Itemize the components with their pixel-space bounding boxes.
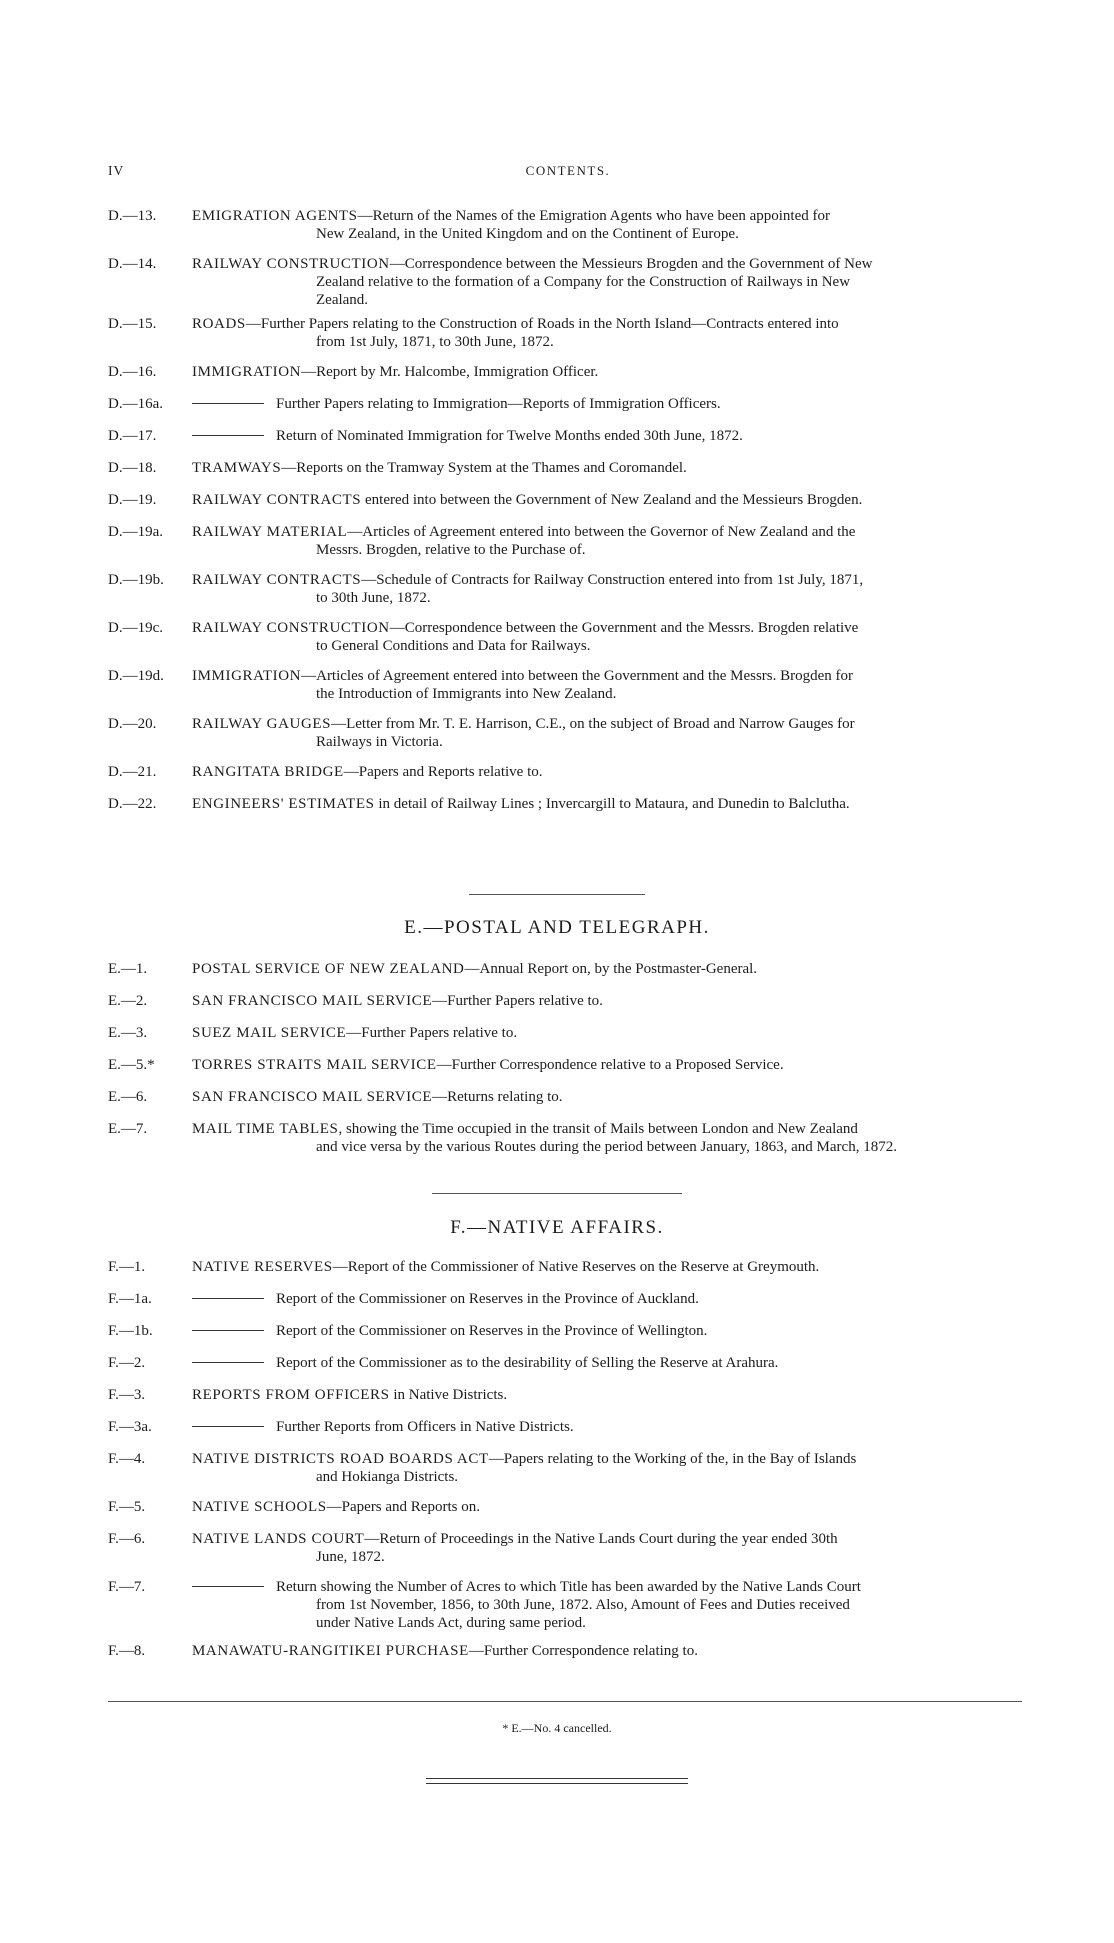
entry-code: F.—1b. [108, 1323, 153, 1339]
running-head [108, 163, 1028, 185]
page-number: IV [108, 163, 125, 178]
contents-entry [108, 1056, 1028, 1074]
entry-first-line [192, 667, 1028, 685]
contents-entry [108, 715, 1028, 751]
entry-first-line [192, 1024, 1028, 1042]
entry-title: RAILWAY CONTRACTS [192, 492, 362, 508]
entry-code: D.—16a. [108, 396, 163, 412]
ditto-rule [192, 1426, 264, 1427]
entry-code: D.—14. [108, 256, 157, 272]
entry-continuation: under Native Lands Act, during same period. [316, 1615, 586, 1631]
entry-code: D.—19b. [108, 572, 164, 588]
entry-continuation: from 1st July, 1871, to 30th June, 1872. [316, 334, 554, 350]
entry-first-line [192, 1450, 1028, 1468]
entry-title: SAN FRANCISCO MAIL SERVICE [192, 993, 433, 1009]
entry-body [192, 667, 1028, 703]
entry-code: E.—7. [108, 1121, 148, 1137]
contents-entry [108, 960, 1028, 978]
entry-text: —Articles of Agreement entered into between the Governor of New Zealand and the [347, 524, 856, 540]
entry-code: E.—6. [108, 1089, 148, 1105]
entry-code: D.—22. [108, 796, 157, 812]
entry-continuation: and vice versa by the various Routes during the period between January, 1863, and March, 1872. [316, 1139, 897, 1155]
entry-code: E.—3. [108, 1025, 148, 1041]
entry-code: D.—21. [108, 764, 157, 780]
entry-text: —Letter from Mr. T. E. Harrison, C.E., on the subject of Broad and Narrow Gauges for [331, 716, 855, 732]
entry-body [192, 960, 1028, 978]
entry-continuation: New Zealand, in the United Kingdom and on the Continent of Europe. [316, 226, 739, 242]
entry-body [192, 363, 1028, 381]
closing-double-rule [426, 1778, 688, 1784]
footnote-rule [108, 1701, 1022, 1702]
entry-text: Return showing the Number of Acres to which Title has been awarded by the Native Lands Court [276, 1579, 861, 1595]
entry-first-line [192, 1418, 1028, 1436]
entry-continuation: to General Conditions and Data for Railways. [316, 638, 591, 654]
entry-code: D.—18. [108, 460, 157, 476]
entry-text: , showing the Time occupied in the transit of Mails between London and New Zealand [338, 1121, 858, 1137]
entry-body [192, 1088, 1028, 1106]
entry-body [192, 619, 1028, 655]
entry-first-line [192, 491, 1028, 509]
section-divider [469, 894, 645, 895]
entry-text: Further Reports from Officers in Native Districts. [276, 1419, 574, 1435]
entry-body [192, 1578, 1028, 1632]
ditto-rule [192, 1362, 264, 1363]
entry-title: IMMIGRATION [192, 668, 302, 684]
entry-title: RANGITATA BRIDGE [192, 764, 344, 780]
entry-body [192, 1386, 1028, 1404]
entry-title: NATIVE SCHOOLS [192, 1499, 327, 1515]
entry-first-line [192, 1056, 1028, 1074]
entry-body [192, 207, 1028, 243]
entry-title: ROADS [192, 316, 246, 332]
contents-entry [108, 1322, 1028, 1340]
entry-title: NATIVE DISTRICTS ROAD BOARDS ACT [192, 1451, 489, 1467]
entry-text: in detail of Railway Lines ; Invercargill to Mataura, and Dunedin to Balclutha. [374, 796, 850, 812]
entry-text: Report of the Commissioner as to the desirability of Selling the Reserve at Arahura. [276, 1355, 779, 1371]
entry-continuation: Messrs. Brogden, relative to the Purchase of. [316, 542, 586, 558]
entry-text: —Return of the Names of the Emigration Agents who have been appointed for [357, 208, 831, 224]
entry-code: E.—1. [108, 961, 148, 977]
entry-first-line [192, 363, 1028, 381]
entry-code: D.—13. [108, 208, 157, 224]
contents-entry [108, 255, 1028, 309]
entry-continuation: and Hokianga Districts. [316, 1469, 459, 1485]
entry-first-line [192, 795, 1028, 813]
entry-first-line [192, 1354, 1028, 1372]
entry-code: D.—15. [108, 316, 157, 332]
entry-continuation: June, 1872. [316, 1549, 385, 1565]
entry-first-line [192, 1088, 1028, 1106]
entry-code: D.—19d. [108, 668, 164, 684]
entry-first-line [192, 1290, 1028, 1308]
contents-entry [108, 1578, 1028, 1632]
entry-title: RAILWAY CONSTRUCTION [192, 620, 390, 636]
entry-text: —Reports on the Tramway System at the Thames and Coromandel. [281, 460, 687, 476]
entry-title: RAILWAY CONSTRUCTION [192, 256, 390, 272]
contents-entry [108, 207, 1028, 243]
entry-title: SAN FRANCISCO MAIL SERVICE [192, 1089, 433, 1105]
entry-code: F.—3. [108, 1387, 146, 1403]
entry-first-line [192, 1258, 1028, 1276]
entry-text: —Returns relating to. [432, 1089, 563, 1105]
entry-first-line [192, 960, 1028, 978]
entry-text: —Further Papers relative to. [432, 993, 603, 1009]
entry-title: SUEZ MAIL SERVICE [192, 1025, 347, 1041]
entry-first-line [192, 1386, 1028, 1404]
entry-code: F.—5. [108, 1499, 146, 1515]
entry-code: F.—8. [108, 1643, 146, 1659]
contents-entry [108, 1258, 1028, 1276]
ditto-rule [192, 1586, 264, 1587]
contents-entry [108, 1418, 1028, 1436]
contents-entry [108, 763, 1028, 781]
entry-body [192, 523, 1028, 559]
contents-entry [108, 667, 1028, 703]
contents-entry [108, 427, 1028, 445]
section-f-heading: F.—NATIVE AFFAIRS. [450, 1217, 664, 1238]
entry-text: —Further Correspondence relative to a Proposed Service. [436, 1057, 784, 1073]
entry-body [192, 1530, 1028, 1566]
entry-body [192, 715, 1028, 751]
contents-entry [108, 1498, 1028, 1516]
entry-body [192, 459, 1028, 477]
entry-body [192, 1450, 1028, 1486]
entry-code: F.—6. [108, 1531, 146, 1547]
entry-code: F.—1a. [108, 1291, 152, 1307]
entry-code: F.—3a. [108, 1419, 152, 1435]
entry-first-line [192, 523, 1028, 541]
entry-first-line [192, 1120, 1028, 1138]
entry-text: —Further Correspondence relating to. [468, 1643, 698, 1659]
entry-first-line [192, 427, 1028, 445]
contents-entry [108, 315, 1028, 351]
entry-title: POSTAL SERVICE OF NEW ZEALAND [192, 961, 465, 977]
contents-entry [108, 1530, 1028, 1566]
entry-code: D.—19a. [108, 524, 163, 540]
entry-body [192, 1024, 1028, 1042]
ditto-rule [192, 403, 264, 404]
entry-code: E.—2. [108, 993, 148, 1009]
entry-text: Further Papers relating to Immigration—Reports of Immigration Officers. [276, 396, 721, 412]
entry-title: ENGINEERS' ESTIMATES [192, 796, 375, 812]
entry-continuation: Zealand. [316, 292, 369, 308]
contents-entry [108, 523, 1028, 559]
entry-continuation: to 30th June, 1872. [316, 590, 431, 606]
entry-first-line [192, 992, 1028, 1010]
entry-continuation: Railways in Victoria. [316, 734, 443, 750]
entry-text: —Further Papers relating to the Construction of Roads in the North Island—Contracts entered into [245, 316, 839, 332]
entry-body [192, 427, 1028, 445]
ditto-rule [192, 435, 264, 436]
contents-entry [108, 1088, 1028, 1106]
section-e-heading: E.—POSTAL AND TELEGRAPH. [404, 917, 710, 938]
entry-continuation: the Introduction of Immigrants into New Zealand. [316, 686, 617, 702]
entry-text: in Native Districts. [389, 1387, 508, 1403]
entry-title: IMMIGRATION [192, 364, 302, 380]
entry-body [192, 1418, 1028, 1436]
contents-entry [108, 1642, 1028, 1660]
entry-code: D.—19c. [108, 620, 163, 636]
entry-text: Return of Nominated Immigration for Twelve Months ended 30th June, 1872. [276, 428, 743, 444]
contents-entry [108, 363, 1028, 381]
entry-text: —Return of Proceedings in the Native Lands Court during the year ended 30th [364, 1531, 838, 1547]
entry-title: RAILWAY CONTRACTS [192, 572, 362, 588]
entry-title: RAILWAY MATERIAL [192, 524, 348, 540]
contents-entry [108, 619, 1028, 655]
entry-code: D.—19. [108, 492, 157, 508]
entry-first-line [192, 1530, 1028, 1548]
entry-first-line [192, 395, 1028, 413]
contents-entry [108, 1450, 1028, 1486]
entry-title: MAIL TIME TABLES [192, 1121, 339, 1137]
entry-first-line [192, 255, 1028, 273]
ditto-rule [192, 1330, 264, 1331]
entry-first-line [192, 1322, 1028, 1340]
entry-code: D.—16. [108, 364, 157, 380]
entry-body [192, 1354, 1028, 1372]
entry-title: NATIVE RESERVES [192, 1259, 333, 1275]
entry-body [192, 1290, 1028, 1308]
entry-text: —Schedule of Contracts for Railway Construction entered into from 1st July, 1871, [361, 572, 864, 588]
entry-text: Report of the Commissioner on Reserves in the Province of Wellington. [276, 1323, 708, 1339]
entry-first-line [192, 715, 1028, 733]
entry-text: —Annual Report on, by the Postmaster-General. [464, 961, 758, 977]
entry-code: D.—20. [108, 716, 157, 732]
contents-entry [108, 1354, 1028, 1372]
entry-first-line [192, 207, 1028, 225]
entry-text: —Papers and Reports on. [326, 1499, 480, 1515]
contents-entry [108, 395, 1028, 413]
entry-code: D.—17. [108, 428, 157, 444]
entry-code: F.—7. [108, 1579, 146, 1595]
contents-entry [108, 459, 1028, 477]
entry-text: —Articles of Agreement entered into between the Government and the Messrs. Brogden for [301, 668, 854, 684]
entry-first-line [192, 1578, 1028, 1596]
entry-text: —Papers relating to the Working of the, in the Bay of Islands [488, 1451, 857, 1467]
entry-title: TRAMWAYS [192, 460, 282, 476]
entry-body [192, 1498, 1028, 1516]
contents-entry [108, 992, 1028, 1010]
entry-body [192, 395, 1028, 413]
entry-text: —Papers and Reports relative to. [343, 764, 543, 780]
entry-first-line [192, 1498, 1028, 1516]
entry-body [192, 1056, 1028, 1074]
entry-body [192, 491, 1028, 509]
running-title: CONTENTS. [525, 163, 611, 178]
contents-entry [108, 1120, 1028, 1156]
entry-body [192, 1322, 1028, 1340]
contents-entry [108, 1386, 1028, 1404]
entry-body [192, 992, 1028, 1010]
entry-title: NATIVE LANDS COURT [192, 1531, 365, 1547]
contents-entry [108, 491, 1028, 509]
contents-entry [108, 795, 1028, 813]
entry-title: EMIGRATION AGENTS [192, 208, 358, 224]
entry-body [192, 1120, 1028, 1156]
entry-text: Report of the Commissioner on Reserves in the Province of Auckland. [276, 1291, 699, 1307]
contents-entry [108, 571, 1028, 607]
entry-title: RAILWAY GAUGES [192, 716, 332, 732]
entry-body [192, 763, 1028, 781]
contents-entry [108, 1290, 1028, 1308]
entry-text: entered into between the Government of New Zealand and the Messieurs Brogden. [361, 492, 863, 508]
entry-body [192, 1258, 1028, 1276]
entry-body [192, 795, 1028, 813]
entry-continuation: from 1st November, 1856, to 30th June, 1872. Also, Amount of Fees and Duties received [316, 1597, 850, 1613]
entry-title: REPORTS FROM OFFICERS [192, 1387, 390, 1403]
entry-first-line [192, 571, 1028, 589]
entry-code: F.—2. [108, 1355, 146, 1371]
entry-text: —Report of the Commissioner of Native Reserves on the Reserve at Greymouth. [332, 1259, 820, 1275]
entry-text: —Report by Mr. Halcombe, Immigration Officer. [301, 364, 599, 380]
entry-first-line [192, 315, 1028, 333]
entry-body [192, 315, 1028, 351]
entry-code: E.—5.* [108, 1057, 155, 1073]
entry-text: —Correspondence between the Messieurs Brogden and the Government of New [389, 256, 873, 272]
entry-body [192, 1642, 1028, 1660]
ditto-rule [192, 1298, 264, 1299]
contents-entry [108, 1024, 1028, 1042]
entry-first-line [192, 763, 1028, 781]
entry-first-line [192, 1642, 1028, 1660]
entry-body [192, 255, 1028, 309]
entry-first-line [192, 619, 1028, 637]
entry-body [192, 571, 1028, 607]
entry-first-line [192, 459, 1028, 477]
entry-text: —Correspondence between the Government and the Messrs. Brogden relative [389, 620, 859, 636]
entry-text: —Further Papers relative to. [346, 1025, 518, 1041]
entry-continuation: Zealand relative to the formation of a Company for the Construction of Railways in New [316, 274, 851, 290]
section-divider [432, 1193, 682, 1194]
entry-title: TORRES STRAITS MAIL SERVICE [192, 1057, 437, 1073]
entry-code: F.—4. [108, 1451, 146, 1467]
entry-title: MANAWATU-RANGITIKEI PURCHASE [192, 1643, 469, 1659]
footnote: * E.—No. 4 cancelled. [502, 1721, 612, 1735]
entry-code: F.—1. [108, 1259, 146, 1275]
